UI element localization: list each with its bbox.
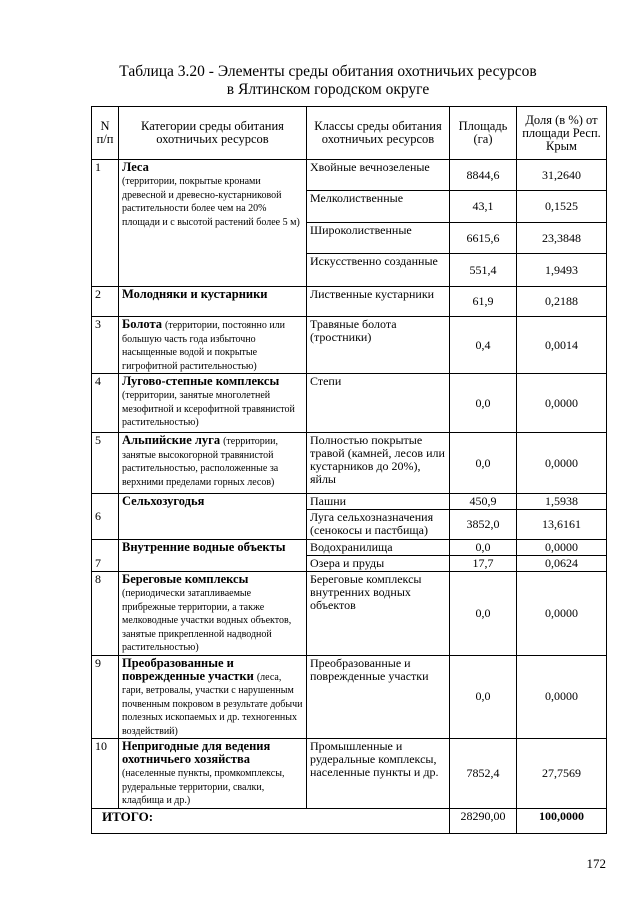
table-header-row bbox=[92, 107, 607, 160]
share-cell: 1,9493 bbox=[517, 254, 607, 287]
table-row bbox=[92, 374, 607, 433]
share-cell: 0,0000 bbox=[517, 374, 607, 433]
class-cell: Искусственно созданные bbox=[307, 254, 450, 287]
class-cell: Лиственные кустарники bbox=[307, 287, 450, 317]
table-row bbox=[92, 739, 607, 809]
category-cell bbox=[119, 160, 307, 287]
category-description: (территории, занятые высокогорной травянистой растительностью, расположенные за верхними пределами горных лесов) bbox=[122, 436, 279, 488]
class-cell: Мелколиственные bbox=[307, 191, 450, 223]
share-cell: 31,2640 bbox=[517, 160, 607, 191]
share-cell: 13,6161 bbox=[517, 510, 607, 540]
area-cell: 0,0 bbox=[450, 572, 517, 656]
class-cell: Береговые комплексы внутренних водных объектов bbox=[307, 572, 450, 656]
class-cell: Водохранилища bbox=[307, 540, 450, 556]
category-cell bbox=[119, 540, 307, 572]
category-cell bbox=[119, 287, 307, 317]
share-cell: 0,0624 bbox=[517, 556, 607, 572]
category-cell bbox=[119, 739, 307, 809]
class-cell: Пашни bbox=[307, 494, 450, 510]
share-cell: 0,0000 bbox=[517, 433, 607, 494]
category-name: Болота bbox=[122, 317, 162, 331]
total-share: 100,0000 bbox=[517, 809, 607, 834]
category-name: Береговые комплексы bbox=[122, 572, 249, 586]
table-row bbox=[92, 433, 607, 494]
area-cell: 0,0 bbox=[450, 655, 517, 739]
row-number: 5 bbox=[92, 433, 119, 494]
category-name: Лугово-степные комплексы bbox=[122, 374, 280, 388]
category-cell bbox=[119, 317, 307, 374]
area-cell: 0,0 bbox=[450, 540, 517, 556]
category-description: (территории, занятые многолетней мезофитной и ксерофитной травянистой растительностью) bbox=[122, 390, 295, 428]
header-class: Классы среды обитания охотничьих ресурсов bbox=[307, 107, 450, 160]
habitat-table bbox=[91, 106, 607, 834]
share-cell: 0,0000 bbox=[517, 540, 607, 556]
class-cell: Полностью покрытые травой (камней, лесов или кустарников до 20%), яйлы bbox=[307, 433, 450, 494]
row-number: 9 bbox=[92, 655, 119, 739]
total-label: ИТОГО: bbox=[92, 809, 450, 834]
row-number: 2 bbox=[92, 287, 119, 317]
area-cell: 6615,6 bbox=[450, 223, 517, 254]
table-title-line1: Таблица 3.20 - Элементы среды обитания охотничьих ресурсов bbox=[119, 63, 537, 80]
row-number: 6 bbox=[92, 494, 119, 540]
share-cell: 0,0000 bbox=[517, 572, 607, 656]
category-name: Леса bbox=[122, 160, 149, 174]
share-cell: 0,1525 bbox=[517, 191, 607, 223]
total-area: 28290,00 bbox=[450, 809, 517, 834]
category-name: Сельхозугодья bbox=[122, 494, 205, 508]
row-number: 1 bbox=[92, 160, 119, 287]
row-number-text: 7 bbox=[95, 556, 101, 570]
header-category: Категории среды обитания охотничьих ресурсов bbox=[119, 107, 307, 160]
area-cell: 0,0 bbox=[450, 433, 517, 494]
class-cell: Хвойные вечнозеленые bbox=[307, 160, 450, 191]
category-description: (периодически затапливаемые прибрежные территории, а также мелководные участки водных объектов, занятые прикрепленной надводной растительностью) bbox=[122, 588, 292, 653]
total-row bbox=[92, 809, 607, 834]
share-cell: 23,3848 bbox=[517, 223, 607, 254]
class-cell: Степи bbox=[307, 374, 450, 433]
share-cell: 0,0000 bbox=[517, 655, 607, 739]
table-row bbox=[92, 540, 607, 556]
category-description: (территории, покрытые кронами древесной и древесно-кустарниковой растительности более чем на 20% площади и с высотой растений более 5 м) bbox=[122, 176, 300, 228]
row-number: 4 bbox=[92, 374, 119, 433]
row-number: 10 bbox=[92, 739, 119, 809]
category-name: Альпийские луга bbox=[122, 433, 221, 447]
category-cell bbox=[119, 572, 307, 656]
category-name: Преобразованные и поврежденные участки bbox=[122, 655, 254, 683]
category-description: (леса, гари, ветровалы, участки с нарушенным почвенным покровом в результате добычи полезных ископаемых и др. техногенных воздействий) bbox=[122, 671, 303, 737]
class-cell: Широколиственные bbox=[307, 223, 450, 254]
table-row bbox=[92, 655, 607, 739]
class-cell: Озера и пруды bbox=[307, 556, 450, 572]
table-title-line2: в Ялтинском городском округе bbox=[226, 81, 430, 98]
share-cell: 0,0014 bbox=[517, 317, 607, 374]
header-num: N п/п bbox=[92, 107, 119, 160]
class-cell: Промышленные и рудеральные комплексы, населенные пункты и др. bbox=[307, 739, 450, 809]
page-number: 172 bbox=[586, 856, 606, 871]
class-cell: Луга сельхозназначения (сенокосы и пастбища) bbox=[307, 510, 450, 540]
table-row bbox=[92, 287, 607, 317]
table-row bbox=[92, 160, 607, 191]
row-number: 3 bbox=[92, 317, 119, 374]
class-cell: Преобразованные и поврежденные участки bbox=[307, 655, 450, 739]
area-cell: 450,9 bbox=[450, 494, 517, 510]
category-description: (территории, постоянно или большую часть года избыточно насыщенные водой и покрытые гигрофитной растительностью) bbox=[122, 320, 286, 372]
row-number: 8 bbox=[92, 572, 119, 656]
table-row bbox=[92, 494, 607, 510]
area-cell: 43,1 bbox=[450, 191, 517, 223]
area-cell: 7852,4 bbox=[450, 739, 517, 809]
area-cell: 8844,6 bbox=[450, 160, 517, 191]
category-cell bbox=[119, 655, 307, 739]
area-cell: 17,7 bbox=[450, 556, 517, 572]
area-cell: 61,9 bbox=[450, 287, 517, 317]
share-cell: 1,5938 bbox=[517, 494, 607, 510]
category-name: Молодняки и кустарники bbox=[122, 287, 268, 301]
share-cell: 27,7569 bbox=[517, 739, 607, 809]
area-cell: 3852,0 bbox=[450, 510, 517, 540]
header-area: Площадь (га) bbox=[450, 107, 517, 160]
row-number bbox=[92, 540, 119, 572]
class-cell: Травяные болота (тростники) bbox=[307, 317, 450, 374]
category-description: (населенные пункты, промкомплексы, рудеральные территории, свалки, кладбища и др.) bbox=[122, 768, 285, 806]
area-cell: 0,4 bbox=[450, 317, 517, 374]
category-name: Внутренние водные объекты bbox=[122, 540, 286, 554]
header-share: Доля (в %) от площади Респ. Крым bbox=[517, 107, 607, 160]
category-name: Непригодные для ведения охотничьего хозяйства bbox=[122, 739, 271, 766]
share-cell: 0,2188 bbox=[517, 287, 607, 317]
table-row bbox=[92, 317, 607, 374]
area-cell: 0,0 bbox=[450, 374, 517, 433]
table-row bbox=[92, 572, 607, 656]
category-cell bbox=[119, 433, 307, 494]
area-cell: 551,4 bbox=[450, 254, 517, 287]
category-cell bbox=[119, 494, 307, 540]
category-cell bbox=[119, 374, 307, 433]
